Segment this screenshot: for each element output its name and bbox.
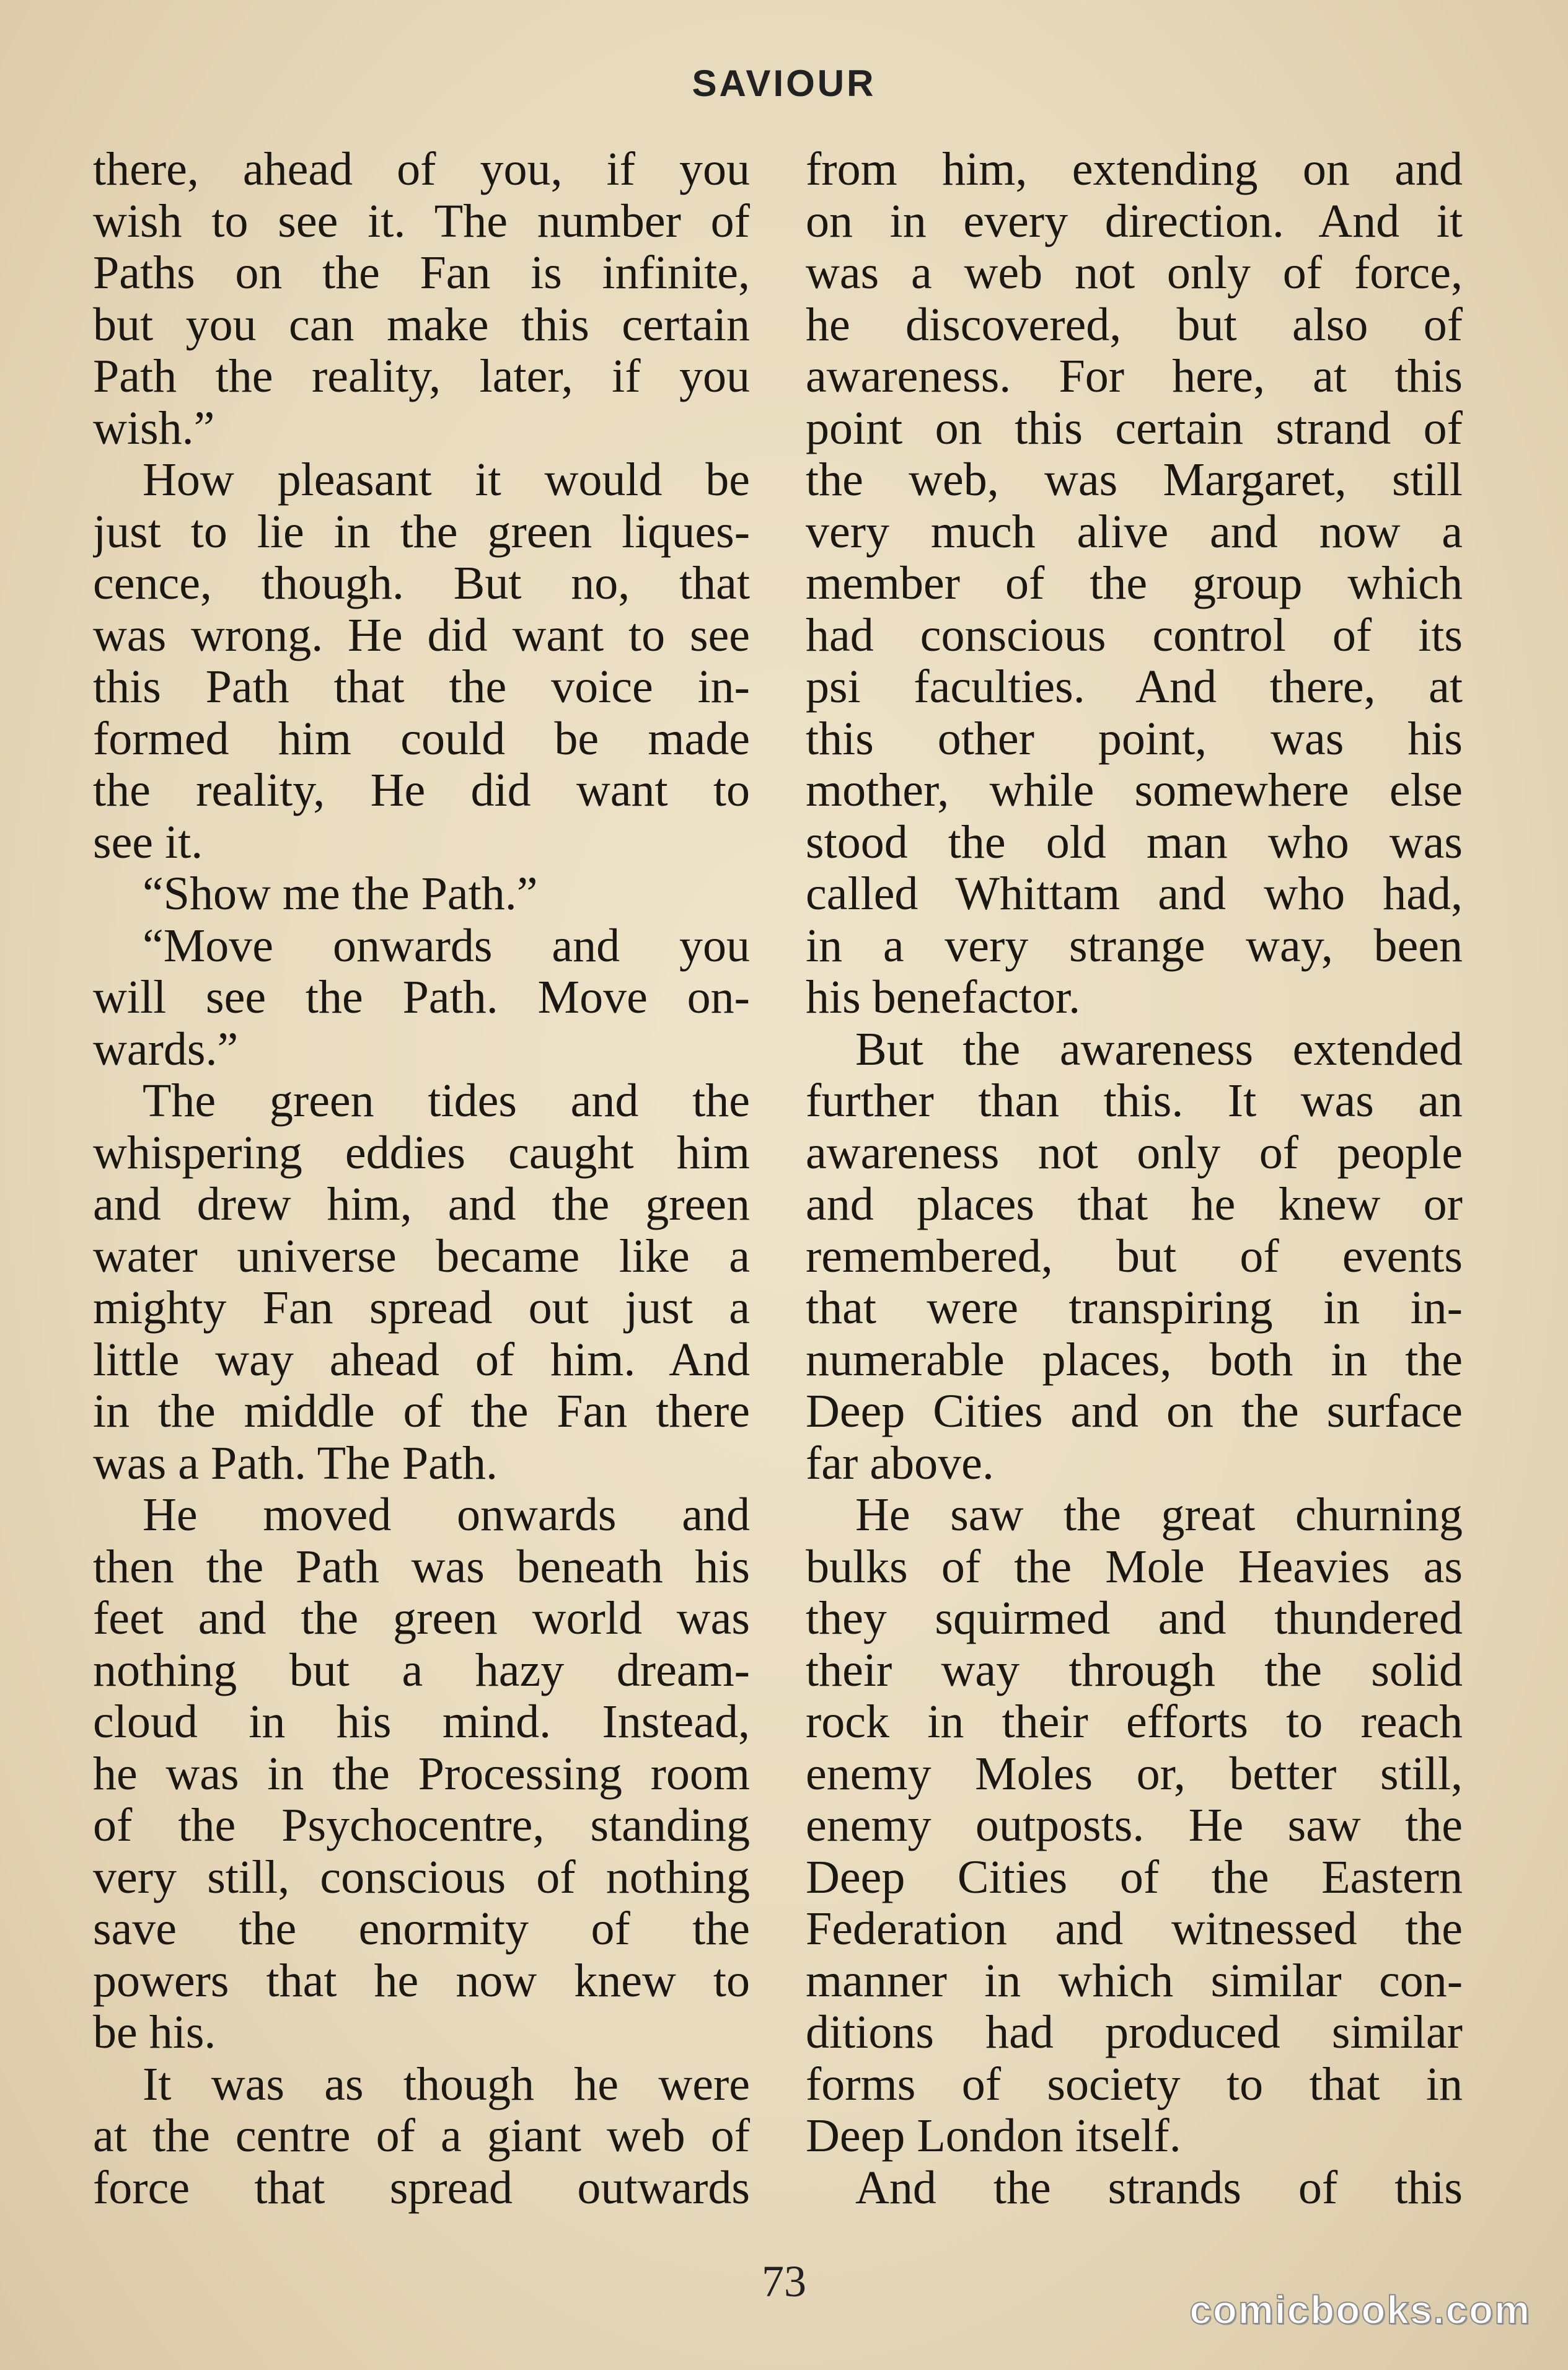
text-line: he discovered, but also of bbox=[806, 299, 1463, 351]
text-line: forms of society to that in bbox=[806, 2058, 1463, 2110]
text-line: Deep Cities and on the surface bbox=[806, 1386, 1463, 1437]
text-line: formed him could be made bbox=[93, 713, 750, 765]
text-line: his benefactor. bbox=[806, 972, 1081, 1023]
text-line: Federation and witnessed the bbox=[806, 1903, 1463, 1955]
text-line: feet and the green world was bbox=[93, 1593, 750, 1644]
text-line: But the awareness extended bbox=[855, 1023, 1463, 1075]
text-line: Deep Cities of the Eastern bbox=[806, 1851, 1463, 1903]
text-line: wish to see it. The number of bbox=[93, 195, 750, 247]
text-line: called Whittam and who had, bbox=[806, 868, 1463, 920]
text-line: see it. bbox=[93, 816, 203, 868]
text-line: the web, was Margaret, still bbox=[806, 454, 1463, 506]
text-line: enemy outposts. He saw the bbox=[806, 1800, 1463, 1851]
text-line: rock in their efforts to reach bbox=[806, 1696, 1463, 1748]
text-line: be his. bbox=[93, 2007, 216, 2058]
text-line: little way ahead of him. And bbox=[93, 1334, 750, 1386]
text-line: It was as though he were bbox=[143, 2058, 750, 2110]
text-line: at the centre of a giant web of bbox=[93, 2110, 750, 2162]
text-line: he was in the Processing room bbox=[93, 1748, 750, 1800]
text-line: nothing but a hazy dream- bbox=[93, 1644, 750, 1696]
text-line: How pleasant it would be bbox=[143, 454, 750, 506]
text-line: psi faculties. And there, at bbox=[806, 661, 1463, 713]
text-line: further than this. It was an bbox=[806, 1075, 1463, 1127]
text-line: force that spread outwards bbox=[93, 2162, 750, 2214]
text-line: far above. bbox=[806, 1437, 994, 1489]
text-line: was a Path. The Path. bbox=[93, 1437, 498, 1489]
text-line: from him, extending on and bbox=[806, 144, 1463, 195]
running-head: SAVIOUR bbox=[692, 63, 876, 104]
text-line: ditions had produced similar bbox=[806, 2007, 1463, 2058]
text-line: Deep London itself. bbox=[806, 2110, 1181, 2162]
text-line: but you can make this certain bbox=[93, 299, 750, 351]
text-line: cloud in his mind. Instead, bbox=[93, 1696, 750, 1748]
text-line: was a web not only of force, bbox=[806, 247, 1463, 299]
text-line: in the middle of the Fan there bbox=[93, 1386, 750, 1437]
text-line: and places that he knew or bbox=[806, 1179, 1463, 1230]
text-line: save the enormity of the bbox=[93, 1903, 750, 1955]
text-line: He moved onwards and bbox=[143, 1489, 750, 1541]
text-line: manner in which similar con- bbox=[806, 1955, 1463, 2007]
left-text-column bbox=[93, 144, 750, 2214]
text-line: will see the Path. Move on- bbox=[93, 972, 750, 1023]
text-line: they squirmed and thundered bbox=[806, 1593, 1463, 1644]
text-line: very much alive and now a bbox=[806, 506, 1463, 558]
text-line: this Path that the voice in- bbox=[93, 661, 750, 713]
text-line: very still, conscious of nothing bbox=[93, 1851, 750, 1903]
text-line: mother, while somewhere else bbox=[806, 765, 1463, 816]
text-line: their way through the solid bbox=[806, 1644, 1463, 1696]
text-line: Paths on the Fan is infinite, bbox=[93, 247, 750, 299]
text-line: whispering eddies caught him bbox=[93, 1127, 750, 1179]
text-line: cence, though. But no, that bbox=[93, 558, 750, 609]
right-text-column bbox=[806, 144, 1463, 2214]
text-line: had conscious control of its bbox=[806, 609, 1463, 661]
text-line: “Show me the Path.” bbox=[143, 868, 538, 920]
text-line: powers that he now knew to bbox=[93, 1955, 750, 2007]
text-line: Path the reality, later, if you bbox=[93, 351, 750, 402]
text-line: “Move onwards and you bbox=[143, 920, 750, 972]
text-line: wards.” bbox=[93, 1023, 239, 1075]
text-line: mighty Fan spread out just a bbox=[93, 1282, 750, 1334]
text-line: numerable places, both in the bbox=[806, 1334, 1463, 1386]
text-line: The green tides and the bbox=[143, 1075, 750, 1127]
text-line: member of the group which bbox=[806, 558, 1463, 609]
text-line: bulks of the Mole Heavies as bbox=[806, 1541, 1463, 1593]
text-line: the reality, He did want to bbox=[93, 765, 750, 816]
text-line: awareness not only of people bbox=[806, 1127, 1463, 1179]
text-line: then the Path was beneath his bbox=[93, 1541, 750, 1593]
text-line: wish.” bbox=[93, 402, 215, 454]
text-line: this other point, was his bbox=[806, 713, 1463, 765]
page-number: 73 bbox=[762, 2257, 806, 2306]
text-line: on in every direction. And it bbox=[806, 195, 1463, 247]
text-line: just to lie in the green liques- bbox=[93, 506, 750, 558]
text-line: enemy Moles or, better still, bbox=[806, 1748, 1463, 1800]
text-line: And the strands of this bbox=[855, 2162, 1463, 2214]
text-line: remembered, but of events bbox=[806, 1230, 1463, 1282]
text-line: awareness. For here, at this bbox=[806, 351, 1463, 402]
watermark: comicbooks.com bbox=[1189, 2288, 1531, 2332]
text-line: point on this certain strand of bbox=[806, 402, 1463, 454]
text-line: water universe became like a bbox=[93, 1230, 750, 1282]
text-line: He saw the great churning bbox=[855, 1489, 1463, 1541]
text-line: in a very strange way, been bbox=[806, 920, 1463, 972]
text-line: stood the old man who was bbox=[806, 816, 1463, 868]
text-line: and drew him, and the green bbox=[93, 1179, 750, 1230]
text-line: was wrong. He did want to see bbox=[93, 609, 750, 661]
text-line: there, ahead of you, if you bbox=[93, 144, 750, 195]
text-line: that were transpiring in in- bbox=[806, 1282, 1463, 1334]
text-line: of the Psychocentre, standing bbox=[93, 1800, 750, 1851]
